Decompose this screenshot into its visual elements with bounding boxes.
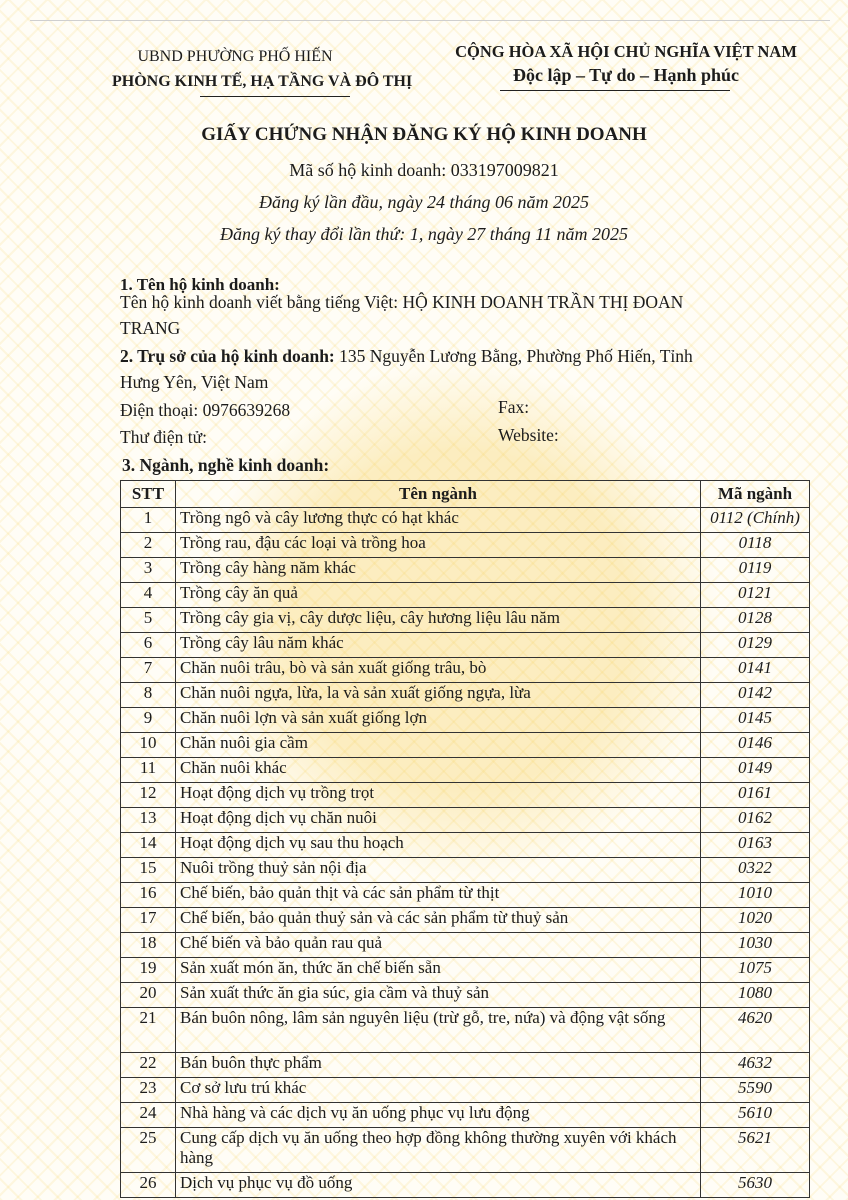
row-code: 0162: [701, 808, 810, 833]
row-name: Trồng ngô và cây lương thực có hạt khác: [176, 508, 701, 533]
row-code: 1075: [701, 958, 810, 983]
row-stt: 26: [121, 1173, 176, 1198]
col-stt-header: STT: [121, 481, 176, 508]
business-lines-table: [120, 480, 810, 1198]
email: Thư điện tử:: [120, 427, 208, 447]
table-row: [121, 808, 810, 833]
row-code: 0129: [701, 633, 810, 658]
row-stt: 4: [121, 583, 176, 608]
table-row: [121, 1008, 810, 1053]
row-name: Bán buôn thực phẩm: [176, 1053, 701, 1078]
issuer-authority: UBND PHƯỜNG PHỐ HIẾN: [137, 48, 333, 65]
address-line2: Hưng Yên, Việt Nam: [120, 372, 269, 392]
first-registration: Đăng ký lần đầu, ngày 24 tháng 06 năm 2025: [259, 192, 589, 212]
table-row: [121, 558, 810, 583]
row-code: 5610: [701, 1103, 810, 1128]
row-code: 4620: [701, 1008, 810, 1053]
table-row: [121, 783, 810, 808]
table-row: [121, 533, 810, 558]
row-name: Chăn nuôi gia cầm: [176, 733, 701, 758]
row-code: 5630: [701, 1173, 810, 1198]
phone: Điện thoại: 0976639268: [120, 400, 291, 420]
row-name: Chế biến, bảo quản thịt và các sản phẩm từ thịt: [176, 883, 701, 908]
row-name: Chăn nuôi khác: [176, 758, 701, 783]
business-name-line1: Tên hộ kinh doanh viết bằng tiếng Việt: HỘ KINH DOANH TRẦN THỊ ĐOAN: [120, 292, 684, 312]
row-stt: 18: [121, 933, 176, 958]
row-name: Hoạt động dịch vụ trồng trọt: [176, 783, 701, 808]
row-name: Nuôi trồng thuỷ sản nội địa: [176, 858, 701, 883]
motto-underline: [500, 90, 730, 91]
row-code: 0128: [701, 608, 810, 633]
business-name-line2: TRANG: [120, 318, 181, 338]
national-motto: Độc lập – Tự do – Hạnh phúc: [512, 65, 740, 85]
table-row: [121, 683, 810, 708]
row-name: Trồng cây lâu năm khác: [176, 633, 701, 658]
row-stt: 21: [121, 1008, 176, 1053]
page-edge-line: [30, 20, 830, 21]
national-title: CỘNG HÒA XÃ HỘI CHỦ NGHĨA VIỆT NAM: [455, 42, 797, 61]
row-code: 1010: [701, 883, 810, 908]
address-text: 135 Nguyễn Lương Bằng, Phường Phố Hiến, Tỉnh: [334, 346, 693, 366]
row-stt: 22: [121, 1053, 176, 1078]
row-code: 0322: [701, 858, 810, 883]
website: Website:: [498, 425, 559, 445]
row-stt: 16: [121, 883, 176, 908]
row-stt: 15: [121, 858, 176, 883]
row-stt: 8: [121, 683, 176, 708]
row-code: 0161: [701, 783, 810, 808]
table-row: [121, 908, 810, 933]
row-code: 5590: [701, 1078, 810, 1103]
section3-heading: 3. Ngành, nghề kinh doanh:: [122, 455, 330, 475]
row-stt: 20: [121, 983, 176, 1008]
row-name: Trồng cây ăn quả: [176, 583, 701, 608]
row-name: Chăn nuôi lợn và sản xuất giống lợn: [176, 708, 701, 733]
row-name: Trồng cây gia vị, cây dược liệu, cây hương liệu lâu năm: [176, 608, 701, 633]
row-code: 5621: [701, 1128, 810, 1173]
table-row: [121, 633, 810, 658]
table-row: [121, 708, 810, 733]
row-code: 1030: [701, 933, 810, 958]
row-stt: 9: [121, 708, 176, 733]
row-stt: 23: [121, 1078, 176, 1103]
row-stt: 12: [121, 783, 176, 808]
col-name-header: Tên ngành: [176, 481, 701, 508]
table-row: [121, 883, 810, 908]
row-code: 0112 (Chính): [701, 508, 810, 533]
table-header-row: [121, 481, 810, 508]
row-name: Chế biến, bảo quản thuỷ sản và các sản phẩm từ thuỷ sản: [176, 908, 701, 933]
row-code: 0142: [701, 683, 810, 708]
address-line1: [120, 346, 693, 367]
row-stt: 3: [121, 558, 176, 583]
row-name: Hoạt động dịch vụ sau thu hoạch: [176, 833, 701, 858]
row-stt: 24: [121, 1103, 176, 1128]
table-row: [121, 658, 810, 683]
table-row: [121, 933, 810, 958]
row-code: 0141: [701, 658, 810, 683]
table-row: [121, 833, 810, 858]
row-code: 0163: [701, 833, 810, 858]
row-stt: 2: [121, 533, 176, 558]
row-code: 0149: [701, 758, 810, 783]
row-name: Bán buôn nông, lâm sản nguyên liệu (trừ gỗ, tre, nứa) và động vật sống: [176, 1008, 701, 1053]
row-stt: 5: [121, 608, 176, 633]
row-name: Nhà hàng và các dịch vụ ăn uống phục vụ lưu động: [176, 1103, 701, 1128]
issuer-department: PHÒNG KINH TẾ, HẠ TẦNG VÀ ĐÔ THỊ: [112, 73, 413, 90]
section1-heading: 1. Tên hộ kinh doanh:: [120, 275, 280, 294]
change-registration: Đăng ký thay đổi lần thứ: 1, ngày 27 tháng 11 năm 2025: [220, 224, 628, 244]
fax: Fax:: [498, 397, 530, 417]
row-name: Sản xuất món ăn, thức ăn chế biến sẵn: [176, 958, 701, 983]
row-name: Trồng cây hàng năm khác: [176, 558, 701, 583]
table-row: [121, 1103, 810, 1128]
table-row: [121, 608, 810, 633]
row-name: Chăn nuôi trâu, bò và sản xuất giống trâu, bò: [176, 658, 701, 683]
table-row: [121, 1128, 810, 1173]
row-name: Hoạt động dịch vụ chăn nuôi: [176, 808, 701, 833]
row-code: 1020: [701, 908, 810, 933]
row-stt: 17: [121, 908, 176, 933]
row-name: Cung cấp dịch vụ ăn uống theo hợp đồng không thường xuyên với khách hàng: [176, 1128, 701, 1173]
row-stt: 14: [121, 833, 176, 858]
table-row: [121, 583, 810, 608]
table-row: [121, 858, 810, 883]
row-code: 1080: [701, 983, 810, 1008]
row-name: Sản xuất thức ăn gia súc, gia cầm và thuỷ sản: [176, 983, 701, 1008]
row-code: 0146: [701, 733, 810, 758]
issuer-underline: [200, 96, 350, 97]
row-name: Chế biến và bảo quản rau quả: [176, 933, 701, 958]
row-stt: 6: [121, 633, 176, 658]
row-stt: 10: [121, 733, 176, 758]
table-row: [121, 1078, 810, 1103]
row-stt: 1: [121, 508, 176, 533]
table-row: [121, 1053, 810, 1078]
row-code: 0145: [701, 708, 810, 733]
row-name: Dịch vụ phục vụ đồ uống: [176, 1173, 701, 1198]
row-stt: 25: [121, 1128, 176, 1173]
row-code: 4632: [701, 1053, 810, 1078]
section2-heading: 2. Trụ sở của hộ kinh doanh:: [120, 346, 335, 366]
row-name: Trồng rau, đậu các loại và trồng hoa: [176, 533, 701, 558]
row-stt: 7: [121, 658, 176, 683]
row-code: 0118: [701, 533, 810, 558]
row-stt: 19: [121, 958, 176, 983]
table-row: [121, 958, 810, 983]
row-stt: 11: [121, 758, 176, 783]
row-code: 0121: [701, 583, 810, 608]
table-row: [121, 1173, 810, 1198]
table-row: [121, 508, 810, 533]
table-row: [121, 758, 810, 783]
row-code: 0119: [701, 558, 810, 583]
document-title: GIẤY CHỨNG NHẬN ĐĂNG KÝ HỘ KINH DOANH: [201, 124, 647, 145]
table-row: [121, 983, 810, 1008]
table-row: [121, 733, 810, 758]
business-code: Mã số hộ kinh doanh: 033197009821: [289, 160, 559, 180]
col-code-header: Mã ngành: [701, 481, 810, 508]
row-name: Chăn nuôi ngựa, lừa, la và sản xuất giống ngựa, lừa: [176, 683, 701, 708]
row-name: Cơ sở lưu trú khác: [176, 1078, 701, 1103]
row-stt: 13: [121, 808, 176, 833]
